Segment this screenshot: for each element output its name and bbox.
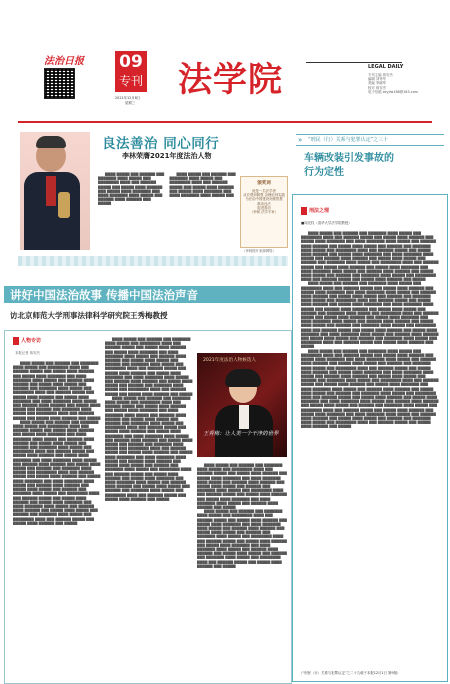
photo-caption: 2021年度法治人物候选人 bbox=[203, 358, 257, 363]
qr-code-icon bbox=[44, 68, 75, 99]
page-number-badge bbox=[115, 51, 147, 92]
staff-line: 编辑 刘秀华 bbox=[368, 77, 387, 82]
page-label: 专刊 bbox=[118, 74, 143, 88]
award-citation-box: 颁奖词 他是一名法学者 从宏观到微观 由理论到实践 为法治中国建设贡献智慧 推动良法 促进善治 （李林 法学专家） bbox=[240, 176, 288, 248]
staff-line: 专刊主编 蒋安杰 bbox=[368, 73, 393, 77]
story-body bbox=[4, 330, 292, 684]
staff-line: 校对 蒋安杰 bbox=[368, 85, 387, 90]
photo-overlay-text: 王秀梅：让人类一个干净的世界 bbox=[203, 431, 279, 437]
feature-subhead: 李林荣膺2021年度法治人物 bbox=[122, 152, 212, 160]
right-footnote: （“刑民（行）关系与犯罪认定”之二十九载于本报12月1日 第9版） bbox=[299, 671, 401, 675]
page-title: 法学院 bbox=[178, 60, 283, 100]
story-byline: 本报记者 蒋安杰 bbox=[15, 351, 40, 355]
story-col-3: ▇▇▇▇ ▇▇▇▇▇ ▇▇▇ ▇▇▇▇▇▇ ▇▇▇ ▇▇▇▇▇▇▇ ▇▇▇▇ ▇▇▇▇▇ ▇▇▇ ▇▇▇▇▇▇▇▇ ▇▇▇▇ ▇▇▇ ▇▇▇▇▇▇ ▇▇▇▇▇ ▇▇▇ ▇▇▇▇▇ ▇▇▇▇ ▇▇▇▇▇▇ ▇▇▇ ▇▇▇▇▇ ▇▇▇▇ ▇▇▇▇▇▇▇ ▇▇▇ ▇▇▇▇ ▇▇▇▇▇▇▇ ▇▇▇▇ ▇▇▇▇▇ ▇▇▇ ▇▇▇▇▇▇ ▇▇▇▇ ▇▇▇▇▇▇ ▇▇▇ ▇▇▇▇▇ ▇▇▇▇ ▇▇▇▇▇ ▇▇▇ ▇▇▇▇▇▇ ▇▇▇ ▇▇▇▇▇▇▇ ▇▇▇▇ ▇▇▇▇▇ ▇▇▇ ▇▇▇▇▇▇▇▇ ▇▇▇▇ ▇▇▇ ▇▇▇▇▇▇ ▇▇▇▇▇ ▇▇▇ ▇▇▇▇▇ ▇▇▇▇ ▇▇▇▇▇▇ ▇▇▇ ▇▇▇▇▇ ▇▇▇▇ ▇▇▇▇▇▇▇ ▇▇▇ ▇▇▇▇ ▇▇▇▇▇▇▇ ▇▇▇▇ ▇▇▇▇▇ ▇▇▇ ▇▇▇▇▇▇ ▇▇▇▇ ▇▇▇▇▇▇ ▇▇▇ ▇▇▇▇▇ ▇▇▇▇ ▇▇▇▇▇ ▇▇▇ ▇▇▇▇▇▇ ▇▇▇ ▇▇▇▇▇▇▇ ▇▇▇▇ ▇▇▇▇▇ ▇▇▇ ▇▇▇▇▇▇▇▇ ▇▇▇▇ ▇▇▇ ▇▇▇▇▇▇ ▇▇▇▇▇ ▇▇▇ ▇▇▇▇▇ ▇▇▇▇ ▇▇▇▇▇▇ ▇▇▇ ▇▇▇▇▇ ▇▇▇▇ ▇▇▇▇▇▇▇ ▇▇▇ ▇▇▇▇ ▇▇▇▇▇▇▇ ▇▇▇▇ ▇▇▇▇▇ ▇▇▇ ▇▇▇▇▇▇ ▇▇▇▇ ▇▇▇▇▇▇ ▇▇▇ ▇▇▇▇▇ ▇▇▇▇ ▇▇▇▇▇ ▇▇▇ ▇▇▇▇▇▇ ▇▇▇ ▇▇▇▇▇▇▇ ▇▇▇▇ ▇▇▇▇▇ ▇▇▇ ▇▇▇▇▇▇▇▇ ▇▇▇▇ ▇▇▇ ▇▇▇▇▇▇ ▇▇▇▇▇ ▇▇▇ ▇▇▇▇▇ ▇▇▇▇ ▇▇▇▇▇▇ ▇▇▇ ▇▇▇▇▇ ▇▇▇▇ ▇▇▇▇▇▇▇ ▇▇▇ ▇▇▇▇ ▇▇▇▇▇▇▇ ▇▇▇▇ ▇▇▇▇▇ ▇▇▇ ▇▇▇▇▇▇ ▇▇▇▇ ▇▇▇▇▇▇ ▇▇▇ ▇▇▇▇▇ ▇▇▇▇ ▇▇▇▇▇ ▇▇▇ ▇▇▇▇▇▇ ▇▇▇ ▇▇▇▇▇▇▇ ▇▇▇▇ ▇▇▇▇▇ ▇▇▇ ▇▇▇▇▇▇▇▇ ▇▇▇▇ ▇▇▇ ▇▇▇▇▇▇ ▇▇▇▇▇ ▇▇▇ ▇▇▇▇▇ ▇▇▇▇ ▇▇▇▇▇▇ ▇▇▇ ▇▇▇▇▇ bbox=[197, 463, 287, 568]
story-photo bbox=[197, 353, 287, 457]
feature-section bbox=[18, 128, 288, 268]
chevron-right-icon: » bbox=[298, 136, 303, 144]
staff-line: 美编 李晓军 bbox=[368, 81, 387, 86]
series-tag-bar bbox=[296, 134, 444, 146]
page-number: 09 bbox=[119, 52, 143, 72]
story-col-2: ▇▇▇▇ ▇▇▇▇▇ ▇▇▇ ▇▇▇▇▇▇ ▇▇▇ ▇▇▇▇▇▇▇ ▇▇▇▇ ▇▇▇▇▇ ▇▇▇ ▇▇▇▇▇▇▇▇ ▇▇▇▇ ▇▇▇ ▇▇▇▇▇▇ ▇▇▇▇▇ ▇▇▇ ▇▇▇▇▇ ▇▇▇▇ ▇▇▇▇▇▇ ▇▇▇ ▇▇▇▇▇ ▇▇▇▇ ▇▇▇▇▇▇▇ ▇▇▇ ▇▇▇▇ ▇▇▇▇▇▇▇ ▇▇▇▇ ▇▇▇▇▇ ▇▇▇ ▇▇▇▇▇▇ ▇▇▇▇ ▇▇▇▇▇▇ ▇▇▇ ▇▇▇▇▇ ▇▇▇▇ ▇▇▇▇▇ ▇▇▇ ▇▇▇▇▇▇ ▇▇▇ ▇▇▇▇▇▇▇ ▇▇▇▇ ▇▇▇▇▇ ▇▇▇ ▇▇▇▇▇▇▇▇ ▇▇▇▇ ▇▇▇ ▇▇▇▇▇▇ ▇▇▇▇▇ ▇▇▇ ▇▇▇▇▇ ▇▇▇▇ ▇▇▇▇▇▇ ▇▇▇ ▇▇▇▇▇ ▇▇▇▇ ▇▇▇▇▇▇▇ ▇▇▇ ▇▇▇▇ ▇▇▇▇▇▇▇ ▇▇▇▇ ▇▇▇▇▇ ▇▇▇ ▇▇▇▇▇▇ ▇▇▇▇ ▇▇▇▇▇▇ ▇▇▇ ▇▇▇▇▇ ▇▇▇▇ ▇▇▇▇▇ ▇▇▇ ▇▇▇▇▇▇ ▇▇▇ ▇▇▇▇▇▇▇ ▇▇▇▇ ▇▇▇▇▇ ▇▇▇ ▇▇▇▇▇▇▇▇ ▇▇▇▇ ▇▇▇ ▇▇▇▇▇▇ ▇▇▇▇▇ ▇▇▇ ▇▇▇▇▇ ▇▇▇▇ ▇▇▇▇▇▇ ▇▇▇ ▇▇▇▇▇ ▇▇▇▇ ▇▇▇▇▇ ▇▇▇ ▇▇▇▇▇▇ ▇▇▇ ▇▇▇▇▇▇▇ ▇▇▇▇ ▇▇▇▇▇ ▇▇▇ ▇▇▇▇▇▇▇▇ ▇▇▇▇ ▇▇▇ ▇▇▇▇▇▇ ▇▇▇▇▇ ▇▇▇ ▇▇▇▇▇ ▇▇▇▇ ▇▇▇▇▇▇ ▇▇▇ ▇▇▇▇▇ ▇▇▇▇ ▇▇▇▇▇▇▇ ▇▇▇ ▇▇▇▇ ▇▇▇▇▇▇▇ ▇▇▇▇ ▇▇▇▇▇ ▇▇▇ ▇▇▇▇▇▇ ▇▇▇▇ ▇▇▇▇▇▇ ▇▇▇ ▇▇▇▇▇ ▇▇▇▇ ▇▇▇▇▇ ▇▇▇ ▇▇▇▇▇▇ ▇▇▇ ▇▇▇▇▇▇▇ ▇▇▇▇ ▇▇▇▇▇ ▇▇▇ ▇▇▇▇▇▇▇▇ ▇▇▇▇ ▇▇▇ ▇▇▇▇▇▇ ▇▇▇▇▇ ▇▇▇ ▇▇▇▇▇ ▇▇▇▇ ▇▇▇▇▇▇ ▇▇▇ ▇▇▇▇▇ ▇▇▇▇ ▇▇▇▇▇▇▇ ▇▇▇ ▇▇▇▇ ▇▇▇▇▇▇▇ ▇▇▇▇ ▇▇▇▇▇ ▇▇▇ ▇▇▇▇▇▇ ▇▇▇▇ ▇▇▇▇▇▇ ▇▇▇ ▇▇▇▇▇ ▇▇▇▇ ▇▇▇▇▇ ▇▇▇ ▇▇▇▇▇▇ ▇▇▇ ▇▇▇▇▇▇▇ ▇▇▇▇ ▇▇▇▇▇ ▇▇▇ ▇▇▇▇▇▇▇▇ ▇▇▇▇ ▇▇▇ ▇▇▇▇▇▇ ▇▇▇▇▇ ▇▇▇ ▇▇▇▇▇ ▇▇▇▇ ▇▇▇▇▇▇ ▇▇▇ ▇▇▇▇▇ ▇▇▇▇ ▇▇▇▇▇▇▇ ▇▇▇ ▇▇▇▇ ▇▇▇▇▇▇▇ ▇▇▇▇ ▇▇▇▇▇ ▇▇▇ ▇▇▇▇▇▇ ▇▇▇▇ ▇▇▇▇▇▇ ▇▇▇ ▇▇▇▇▇ ▇▇▇▇ ▇▇▇▇▇ ▇▇▇ ▇▇▇▇▇▇ ▇▇▇ ▇▇▇▇▇▇▇ ▇▇▇▇ ▇▇▇▇▇ ▇▇▇ ▇▇▇▇▇▇▇▇ ▇▇▇▇ ▇▇▇ ▇▇▇▇▇▇ ▇▇▇▇▇ ▇▇▇ ▇▇▇▇▇ ▇▇▇▇ ▇▇▇▇▇▇ ▇▇▇ ▇▇▇▇▇ ▇▇▇▇ ▇▇▇▇▇▇▇ ▇▇▇ ▇▇▇▇ ▇▇▇▇▇▇▇ ▇▇▇▇ ▇▇▇▇▇ ▇▇▇ ▇▇▇▇▇▇ ▇▇▇▇ ▇▇▇▇▇▇ ▇▇▇ ▇▇▇▇▇ ▇▇▇▇ ▇▇▇▇▇ ▇▇▇ ▇▇▇▇▇▇ ▇▇▇ ▇▇▇▇▇▇▇ ▇▇▇▇ ▇▇▇▇▇ ▇▇▇ ▇▇▇▇▇▇▇▇ ▇▇▇▇ ▇▇▇ ▇▇▇▇▇▇ ▇▇▇▇▇ ▇▇▇ ▇▇▇▇▇ ▇▇▇▇ ▇▇▇▇▇▇ ▇▇▇ ▇▇▇▇▇ bbox=[105, 337, 193, 501]
right-headline: 车辆改装引发事故的行为定性 bbox=[304, 153, 394, 178]
feature-bottom-band bbox=[18, 256, 288, 266]
story-banner bbox=[4, 286, 290, 303]
staff-list bbox=[368, 73, 418, 94]
citation-title: 颁奖词 bbox=[257, 181, 271, 186]
right-body: ▇▇▇▇ ▇▇▇▇▇ ▇▇▇ ▇▇▇▇▇▇ ▇▇▇ ▇▇▇▇▇▇▇ ▇▇▇▇ ▇▇▇▇▇ ▇▇▇ ▇▇▇▇▇▇▇▇ ▇▇▇▇ ▇▇▇ ▇▇▇▇▇▇ ▇▇▇▇▇ ▇▇▇ ▇▇▇▇▇ ▇▇▇▇ ▇▇▇▇▇▇ ▇▇▇ ▇▇▇▇▇ ▇▇▇▇ ▇▇▇▇▇▇▇ ▇▇▇ ▇▇▇▇ ▇▇▇▇▇▇▇ ▇▇▇▇ ▇▇▇▇▇ ▇▇▇ ▇▇▇▇▇▇ ▇▇▇▇ ▇▇▇▇▇▇ ▇▇▇ ▇▇▇▇▇ ▇▇▇▇ ▇▇▇▇▇ ▇▇▇ ▇▇▇▇▇▇ ▇▇▇ ▇▇▇▇▇▇▇ ▇▇▇▇ ▇▇▇▇▇ ▇▇▇ ▇▇▇▇▇▇▇▇ ▇▇▇▇ ▇▇▇ ▇▇▇▇▇▇ ▇▇▇▇▇ ▇▇▇ ▇▇▇▇▇ ▇▇▇▇ ▇▇▇▇▇▇ ▇▇▇ ▇▇▇▇▇ ▇▇▇▇ ▇▇▇▇▇▇▇ ▇▇▇ ▇▇▇▇ ▇▇▇▇▇▇▇ ▇▇▇▇ ▇▇▇▇▇ ▇▇▇ ▇▇▇▇▇▇ ▇▇▇▇ ▇▇▇▇▇▇ ▇▇▇ ▇▇▇▇▇ ▇▇▇▇ ▇▇▇▇▇ ▇▇▇ ▇▇▇▇▇▇ ▇▇▇ ▇▇▇▇▇▇▇ ▇▇▇▇ ▇▇▇▇▇ ▇▇▇ ▇▇▇▇▇▇▇▇ ▇▇▇▇ ▇▇▇ ▇▇▇▇▇▇ ▇▇▇▇▇ ▇▇▇ ▇▇▇▇▇ ▇▇▇▇ ▇▇▇▇▇▇ ▇▇▇ ▇▇▇▇▇ ▇▇▇▇ ▇▇▇▇▇▇▇ ▇▇▇ ▇▇▇▇ ▇▇▇▇▇▇▇ ▇▇▇▇ ▇▇▇▇▇ ▇▇▇ ▇▇▇▇▇▇ ▇▇▇▇ ▇▇▇▇▇▇ ▇▇▇ ▇▇▇▇▇ ▇▇▇▇ ▇▇▇▇▇ ▇▇▇ ▇▇▇▇▇▇ ▇▇▇ ▇▇▇▇▇▇▇ ▇▇▇▇ ▇▇▇▇▇ ▇▇▇ ▇▇▇▇▇▇▇▇ ▇▇▇▇ ▇▇▇ ▇▇▇▇▇▇ ▇▇▇▇▇ ▇▇▇ ▇▇▇▇▇ ▇▇▇▇ ▇▇▇▇▇▇ ▇▇▇ ▇▇▇▇▇ ▇▇▇▇ ▇▇▇▇▇ ▇▇▇ ▇▇▇▇▇▇ ▇▇▇ ▇▇▇▇▇▇▇ ▇▇▇▇ ▇▇▇▇▇ ▇▇▇ ▇▇▇▇▇▇▇▇ ▇▇▇▇ ▇▇▇ ▇▇▇▇▇▇ ▇▇▇▇▇ ▇▇▇ ▇▇▇▇▇ ▇▇▇▇ ▇▇▇▇▇▇ ▇▇▇ ▇▇▇▇▇ ▇▇▇▇ ▇▇▇▇▇▇▇ ▇▇▇ ▇▇▇▇ ▇▇▇▇▇▇▇ ▇▇▇▇ ▇▇▇▇▇ ▇▇▇ ▇▇▇▇▇▇ ▇▇▇▇ ▇▇▇▇▇▇ ▇▇▇ ▇▇▇▇▇ ▇▇▇▇ ▇▇▇▇▇ ▇▇▇ ▇▇▇▇▇▇ ▇▇▇ ▇▇▇▇▇▇▇ ▇▇▇▇ ▇▇▇▇▇ ▇▇▇ ▇▇▇▇▇▇▇▇ ▇▇▇▇ ▇▇▇ ▇▇▇▇▇▇ ▇▇▇▇▇ ▇▇▇ ▇▇▇▇▇ ▇▇▇▇ ▇▇▇▇▇▇ ▇▇▇ ▇▇▇▇▇ ▇▇▇▇ ▇▇▇▇▇▇▇ ▇▇▇ ▇▇▇▇ ▇▇▇▇▇▇▇ ▇▇▇▇ ▇▇▇▇▇ ▇▇▇ ▇▇▇▇▇▇ ▇▇▇▇ ▇▇▇▇▇▇ ▇▇▇ ▇▇▇▇▇ ▇▇▇▇ ▇▇▇▇▇ ▇▇▇ ▇▇▇▇▇▇ ▇▇▇ ▇▇▇▇▇▇▇ ▇▇▇▇ ▇▇▇▇▇ ▇▇▇ ▇▇▇▇▇▇▇▇ ▇▇▇▇ ▇▇▇ ▇▇▇▇▇▇ ▇▇▇▇▇ ▇▇▇ ▇▇▇▇▇ ▇▇▇▇ ▇▇▇▇▇▇ ▇▇▇ ▇▇▇▇▇ ▇▇▇▇ ▇▇▇▇▇▇▇ ▇▇▇ ▇▇▇▇ ▇▇▇▇▇▇▇ ▇▇▇▇ ▇▇▇▇▇ ▇▇▇ ▇▇▇▇▇▇ ▇▇▇▇ ▇▇▇▇▇▇ ▇▇▇ ▇▇▇▇▇ ▇▇▇▇ ▇▇▇▇▇ ▇▇▇ ▇▇▇▇▇▇ ▇▇▇ ▇▇▇▇▇▇▇ ▇▇▇▇ ▇▇▇▇▇ ▇▇▇ ▇▇▇▇▇▇▇▇ ▇▇▇▇ ▇▇▇ ▇▇▇▇▇▇ ▇▇▇▇▇ ▇▇▇ ▇▇▇▇▇ ▇▇▇▇ ▇▇▇▇▇▇ ▇▇▇ ▇▇▇▇▇ ▇▇▇▇ ▇▇▇▇▇▇▇ ▇▇▇ ▇▇▇▇ ▇▇▇▇▇▇▇ ▇▇▇▇ ▇▇▇▇▇ ▇▇▇ ▇▇▇▇▇▇ ▇▇▇▇ ▇▇▇▇▇▇ ▇▇▇ ▇▇▇▇▇ ▇▇▇▇ ▇▇▇▇▇ ▇▇▇ ▇▇▇▇▇▇ ▇▇▇ ▇▇▇▇▇▇▇ ▇▇▇▇ ▇▇▇▇▇ ▇▇▇ ▇▇▇▇▇▇▇▇ ▇▇▇▇ ▇▇▇ ▇▇▇▇▇▇ ▇▇▇▇▇ ▇▇▇ ▇▇▇▇▇ ▇▇▇▇ ▇▇▇▇▇▇ ▇▇▇ ▇▇▇▇▇ ▇▇▇▇ ▇▇▇▇▇ ▇▇▇ ▇▇▇▇▇▇ ▇▇▇ ▇▇▇▇▇▇▇ ▇▇▇▇ ▇▇▇▇▇ ▇▇▇ ▇▇▇▇▇▇▇▇ ▇▇▇▇ ▇▇▇ ▇▇▇▇▇▇ ▇▇▇▇▇ ▇▇▇ ▇▇▇▇▇ ▇▇▇▇ ▇▇▇▇▇▇ ▇▇▇ ▇▇▇▇▇ ▇▇▇▇ ▇▇▇▇▇▇▇ ▇▇▇ ▇▇▇▇ ▇▇▇▇▇▇▇ ▇▇▇▇ ▇▇▇▇▇ ▇▇▇ ▇▇▇▇▇▇ ▇▇▇▇ ▇▇▇▇▇▇ ▇▇▇ ▇▇▇▇▇ ▇▇▇▇ ▇▇▇▇▇ ▇▇▇ ▇▇▇▇▇▇ ▇▇▇ ▇▇▇▇▇▇▇ ▇▇▇▇ ▇▇▇▇▇ ▇▇▇ ▇▇▇▇▇▇▇▇ ▇▇▇▇ ▇▇▇ ▇▇▇▇▇▇ ▇▇▇▇▇ ▇▇▇ ▇▇▇▇▇ ▇▇▇▇ ▇▇▇▇▇▇ ▇▇▇ ▇▇▇▇▇ ▇▇▇▇ ▇▇▇▇▇▇▇ ▇▇▇ ▇▇▇▇ ▇▇▇▇▇▇▇ ▇▇▇▇ ▇▇▇▇▇ ▇▇▇ ▇▇▇▇▇▇ ▇▇▇▇ ▇▇▇▇▇▇ ▇▇▇ ▇▇▇▇▇ ▇▇▇▇ ▇▇▇▇▇ ▇▇▇ ▇▇▇▇▇▇ ▇▇▇ ▇▇▇▇▇▇▇ ▇▇▇▇ ▇▇▇▇▇ ▇▇▇ ▇▇▇▇▇▇▇▇ ▇▇▇▇ ▇▇▇ ▇▇▇▇▇▇ ▇▇▇▇▇ ▇▇▇ ▇▇▇▇▇ ▇▇▇▇ ▇▇▇▇▇▇ ▇▇▇ ▇▇▇▇▇ ▇▇▇▇ ▇▇▇▇▇▇▇ ▇▇▇ ▇▇▇▇ ▇▇▇▇▇▇▇ ▇▇▇▇ ▇▇▇▇▇ ▇▇▇ ▇▇▇▇▇▇ ▇▇▇▇ ▇▇▇▇▇▇ ▇▇▇ ▇▇▇▇▇ ▇▇▇▇ ▇▇▇▇▇ ▇▇▇ ▇▇▇▇▇▇ ▇▇▇ ▇▇▇▇▇▇▇ ▇▇▇▇ ▇▇▇▇▇ ▇▇▇ ▇▇▇▇▇▇▇▇ ▇▇▇▇ ▇▇▇ ▇▇▇▇▇▇ ▇▇▇▇▇ ▇▇▇ ▇▇▇▇▇ ▇▇▇▇ ▇▇▇▇▇▇ ▇▇▇ ▇▇▇▇▇ ▇▇▇▇ ▇▇▇▇▇▇▇ ▇▇▇ ▇▇▇▇ ▇▇▇▇▇▇▇ ▇▇▇▇ ▇▇▇▇▇ ▇▇▇ ▇▇▇▇▇▇ ▇▇▇▇ ▇▇▇▇▇▇ ▇▇▇ ▇▇▇▇▇ ▇▇▇▇ ▇▇▇▇▇ ▇▇▇ ▇▇▇▇▇▇ ▇▇▇ ▇▇▇▇▇▇▇ ▇▇▇▇ ▇▇▇▇▇ ▇▇▇ ▇▇▇▇▇▇▇▇ ▇▇▇▇ ▇▇▇ ▇▇▇▇▇▇ ▇▇▇▇▇ ▇▇▇ ▇▇▇▇▇ ▇▇▇▇ ▇▇▇▇▇▇ ▇▇▇ ▇▇▇▇▇ ▇▇▇▇ ▇▇▇▇▇▇▇ ▇▇▇ ▇▇▇▇ ▇▇▇▇▇▇▇ ▇▇▇▇ ▇▇▇▇▇ ▇▇▇ ▇▇▇▇▇▇ ▇▇▇▇ ▇▇▇▇▇▇ ▇▇▇ ▇▇▇▇▇ ▇▇▇▇ ▇▇▇▇▇ ▇▇▇ ▇▇▇▇▇▇ ▇▇▇ ▇▇▇▇▇▇▇ ▇▇▇▇ ▇▇▇▇▇ ▇▇▇ ▇▇▇▇▇▇▇▇ ▇▇▇▇ ▇▇▇ ▇▇▇▇▇▇ ▇▇▇▇▇ ▇▇▇ ▇▇▇▇▇ ▇▇▇▇ ▇▇▇▇▇▇ ▇▇▇ ▇▇▇▇▇ bbox=[301, 231, 439, 429]
column-tag-icon bbox=[13, 337, 19, 345]
right-column bbox=[292, 128, 448, 682]
right-article bbox=[292, 194, 448, 682]
right-byline: ■周光权（清华大学法学院教授） bbox=[301, 221, 352, 225]
feature-caption: （李林图片来源网络） bbox=[242, 249, 276, 253]
right-column-tag: 刑法之理 bbox=[309, 208, 330, 214]
story-col-1: ▇▇▇▇ ▇▇▇▇▇ ▇▇▇ ▇▇▇▇▇▇ ▇▇▇ ▇▇▇▇▇▇▇ ▇▇▇▇ ▇▇▇▇▇ ▇▇▇ ▇▇▇▇▇▇▇▇ ▇▇▇▇ ▇▇▇ ▇▇▇▇▇▇ ▇▇▇▇▇ ▇▇▇ ▇▇▇▇▇ ▇▇▇▇ ▇▇▇▇▇▇ ▇▇▇ ▇▇▇▇▇ ▇▇▇▇ ▇▇▇▇▇▇▇ ▇▇▇ ▇▇▇▇ ▇▇▇▇▇▇▇ ▇▇▇▇ ▇▇▇▇▇ ▇▇▇ ▇▇▇▇▇▇ ▇▇▇▇ ▇▇▇▇▇▇ ▇▇▇ ▇▇▇▇▇ ▇▇▇▇ ▇▇▇▇▇ ▇▇▇ ▇▇▇▇▇▇ ▇▇▇ ▇▇▇▇▇▇▇ ▇▇▇▇ ▇▇▇▇▇ ▇▇▇ ▇▇▇▇▇▇▇▇ ▇▇▇▇ ▇▇▇ ▇▇▇▇▇▇ ▇▇▇▇▇ ▇▇▇ ▇▇▇▇▇ ▇▇▇▇ ▇▇▇▇▇▇ ▇▇▇ ▇▇▇▇▇ ▇▇▇▇ ▇▇▇▇▇▇▇ ▇▇▇ ▇▇▇▇ ▇▇▇▇▇▇▇ ▇▇▇▇ ▇▇▇▇▇ ▇▇▇ ▇▇▇▇▇▇ ▇▇▇▇ ▇▇▇▇▇▇ ▇▇▇ ▇▇▇▇▇ ▇▇▇▇ ▇▇▇▇▇ ▇▇▇ ▇▇▇▇▇▇ ▇▇▇ ▇▇▇▇▇▇▇ ▇▇▇▇ ▇▇▇▇▇ ▇▇▇ ▇▇▇▇▇▇▇▇ ▇▇▇▇ ▇▇▇ ▇▇▇▇▇▇ ▇▇▇▇▇ ▇▇▇ ▇▇▇▇▇ ▇▇▇▇ ▇▇▇▇▇▇ ▇▇▇ ▇▇▇▇▇ ▇▇▇▇ ▇▇▇▇▇ ▇▇▇ ▇▇▇▇▇▇ ▇▇▇ ▇▇▇▇▇▇▇ ▇▇▇▇ ▇▇▇▇▇ ▇▇▇ ▇▇▇▇▇▇▇▇ ▇▇▇▇ ▇▇▇ ▇▇▇▇▇▇ ▇▇▇▇▇ ▇▇▇ ▇▇▇▇▇ ▇▇▇▇ ▇▇▇▇▇▇ ▇▇▇ ▇▇▇▇▇ ▇▇▇▇ ▇▇▇▇▇▇▇ ▇▇▇ ▇▇▇▇ ▇▇▇▇▇▇▇ ▇▇▇▇ ▇▇▇▇▇ ▇▇▇ ▇▇▇▇▇▇ ▇▇▇▇ ▇▇▇▇▇▇ ▇▇▇ ▇▇▇▇▇ ▇▇▇▇ ▇▇▇▇▇ ▇▇▇ ▇▇▇▇▇▇ ▇▇▇ ▇▇▇▇▇▇▇ ▇▇▇▇ ▇▇▇▇▇ ▇▇▇ ▇▇▇▇▇▇▇▇ ▇▇▇▇ ▇▇▇ ▇▇▇▇▇▇ ▇▇▇▇▇ ▇▇▇ ▇▇▇▇▇ ▇▇▇▇ ▇▇▇▇▇▇ ▇▇▇ ▇▇▇▇▇ ▇▇▇▇ ▇▇▇▇▇▇▇ ▇▇▇ ▇▇▇▇ ▇▇▇▇▇▇▇ ▇▇▇▇ ▇▇▇▇▇ ▇▇▇ ▇▇▇▇▇▇ ▇▇▇▇ ▇▇▇▇▇▇ ▇▇▇ ▇▇▇▇▇ ▇▇▇▇ ▇▇▇▇▇ ▇▇▇ ▇▇▇▇▇▇ ▇▇▇ ▇▇▇▇▇▇▇ ▇▇▇▇ ▇▇▇▇▇ ▇▇▇ ▇▇▇▇▇▇▇▇ ▇▇▇▇ ▇▇▇ ▇▇▇▇▇▇ ▇▇▇▇▇ ▇▇▇ ▇▇▇▇▇ ▇▇▇▇ ▇▇▇▇▇▇ ▇▇▇ ▇▇▇▇▇ ▇▇▇▇ ▇▇▇▇▇▇▇ ▇▇▇ ▇▇▇▇ ▇▇▇▇▇▇▇ ▇▇▇▇ ▇▇▇▇▇ ▇▇▇ ▇▇▇▇▇▇ ▇▇▇▇ ▇▇▇▇▇▇ ▇▇▇ ▇▇▇▇▇ ▇▇▇▇ ▇▇▇▇▇ ▇▇▇ ▇▇▇▇▇▇ ▇▇▇ ▇▇▇▇▇▇▇ ▇▇▇▇ ▇▇▇▇▇ ▇▇▇ ▇▇▇▇▇▇▇▇ ▇▇▇▇ ▇▇▇ ▇▇▇▇▇▇ ▇▇▇▇▇ ▇▇▇ ▇▇▇▇▇ ▇▇▇▇ ▇▇▇▇▇▇ ▇▇▇ ▇▇▇▇▇ ▇▇▇▇ ▇▇▇▇▇▇▇ ▇▇▇ ▇▇▇▇ ▇▇▇▇▇▇▇ ▇▇▇▇ ▇▇▇▇▇ ▇▇▇ ▇▇▇▇▇▇ ▇▇▇▇ ▇▇▇▇▇▇ ▇▇▇ ▇▇▇▇▇ ▇▇▇▇ ▇▇▇▇▇ ▇▇▇ ▇▇▇▇▇▇ ▇▇▇ ▇▇▇▇▇▇▇ ▇▇▇▇ ▇▇▇▇▇ ▇▇▇ ▇▇▇▇▇▇▇▇ ▇▇▇▇ ▇▇▇ ▇▇▇▇▇▇ ▇▇▇▇▇ ▇▇▇ ▇▇▇▇▇ ▇▇▇▇ ▇▇▇▇▇▇ ▇▇▇ ▇▇▇▇▇ bbox=[13, 361, 101, 525]
logo-text: 法治日报 bbox=[44, 56, 84, 67]
feature-photo bbox=[20, 132, 90, 250]
date-line: 2021年12月8日 bbox=[115, 96, 141, 100]
story-subhead: 访北京师范大学刑事法律科学研究院王秀梅教授 bbox=[10, 311, 168, 320]
legal-daily: LEGAL DAILY bbox=[368, 64, 404, 70]
feature-body: ▇▇▇▇ ▇▇▇▇▇ ▇▇▇ ▇▇▇▇▇▇ ▇▇▇ ▇▇▇▇▇▇▇ ▇▇▇▇ ▇▇▇▇▇ ▇▇▇ ▇▇▇▇▇▇▇▇ ▇▇▇▇ ▇▇▇ ▇▇▇▇▇▇ ▇▇▇▇▇ ▇▇▇ ▇▇▇▇▇ ▇▇▇▇ ▇▇▇▇▇▇ ▇▇▇ ▇▇▇▇▇ ▇▇▇▇ ▇▇▇▇▇▇▇ ▇▇▇ ▇▇▇▇ ▇▇▇▇▇▇▇ ▇▇▇▇ ▇▇▇▇▇ ▇▇▇ ▇▇▇▇▇▇ ▇▇▇▇ ▇▇▇▇▇▇ ▇▇▇ ▇▇▇▇▇ ▇▇▇▇ ▇▇▇▇▇ ▇▇▇ ▇▇▇▇▇▇ ▇▇▇ ▇▇▇▇▇▇▇ ▇▇▇▇ ▇▇▇▇▇ ▇▇▇ ▇▇▇▇▇▇▇▇ ▇▇▇▇ ▇▇▇ ▇▇▇▇▇▇ ▇▇▇▇▇ ▇▇▇ ▇▇▇▇▇ ▇▇▇▇ ▇▇▇▇▇▇ ▇▇▇ ▇▇▇▇▇ ▇▇▇▇ ▇▇▇▇▇▇▇ ▇▇▇ ▇▇▇▇ ▇▇▇▇▇▇▇ ▇▇▇▇ ▇▇▇▇▇ ▇▇▇ bbox=[98, 172, 236, 206]
story-headline: 讲好中国法治故事 传播中国法治声音 bbox=[10, 288, 199, 302]
staff-line: 电子信箱 xeyjiw188@163.com bbox=[368, 89, 418, 94]
story-column-tag: 人物专访 bbox=[21, 338, 42, 344]
feature-headline: 良法善治 同心同行 bbox=[102, 136, 220, 152]
masthead bbox=[0, 0, 450, 120]
weekday: 星期三 bbox=[125, 101, 136, 105]
column-tag-icon bbox=[301, 207, 307, 215]
series-tag: “刑民（行）关系与犯罪认定”之三十 bbox=[308, 137, 389, 143]
